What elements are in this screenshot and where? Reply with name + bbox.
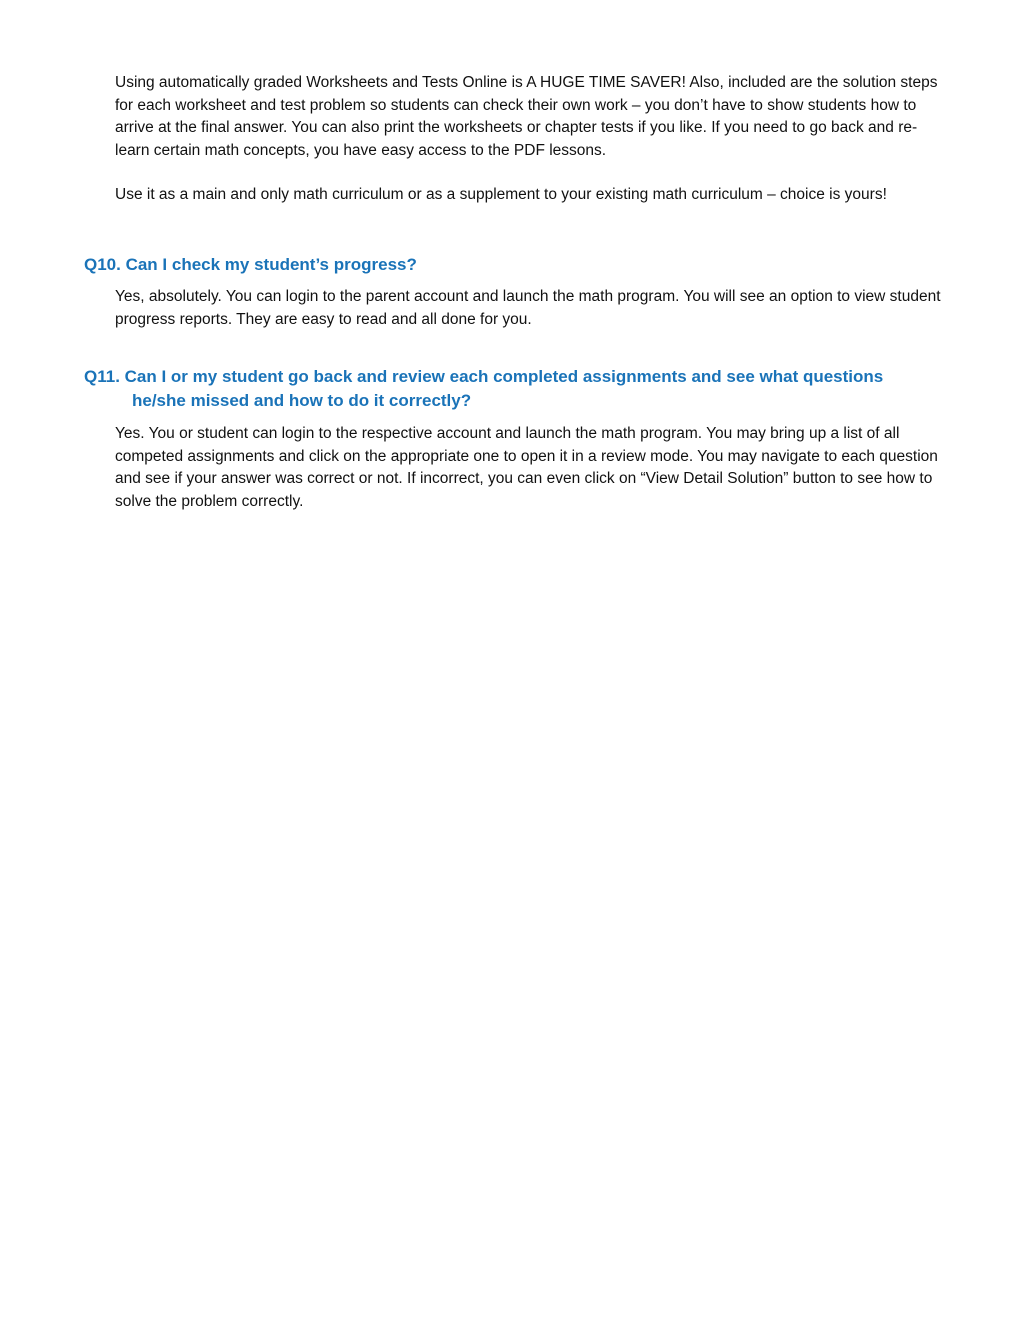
q11-heading-line1: Q11. Can I or my student go back and review each completed assignments and see what questions [84,367,884,386]
q10-heading: Q10. Can I check my student’s progress? [84,255,417,274]
q10-answer: Yes, absolutely. You can login to the parent account and launch the math program. You will see an option to view student progress reports. They are easy to read and all done for you. [115,288,941,328]
q11-heading [84,365,934,413]
q11-heading-line2: he/she missed and how to do it correctly? [132,391,472,410]
q11-answer: Yes. You or student can login to the respective account and launch the math program. You may bring up a list of all competed assignments and click on the appropriate one to open it in a review mode. You may navigate to each question and see if your answer was correct or not. If incorrect, you can even click on “View Detail Solution” button to see how to solve the problem correctly. [115,425,938,510]
intro-paragraph-1: Using automatically graded Worksheets and Tests Online is A HUGE TIME SAVER! Also, included are the solution steps for each worksheet and test problem so students can check their own work – you don’t have to show students how to arrive at the final answer. You can also print the worksheets or chapter tests if you like. If you need to go back and re-learn certain math concepts, you have easy access to the PDF lessons. [115,74,938,159]
intro-paragraph-2: Use it as a main and only math curriculum or as a supplement to your existing math curriculum – choice is yours! [115,186,887,203]
